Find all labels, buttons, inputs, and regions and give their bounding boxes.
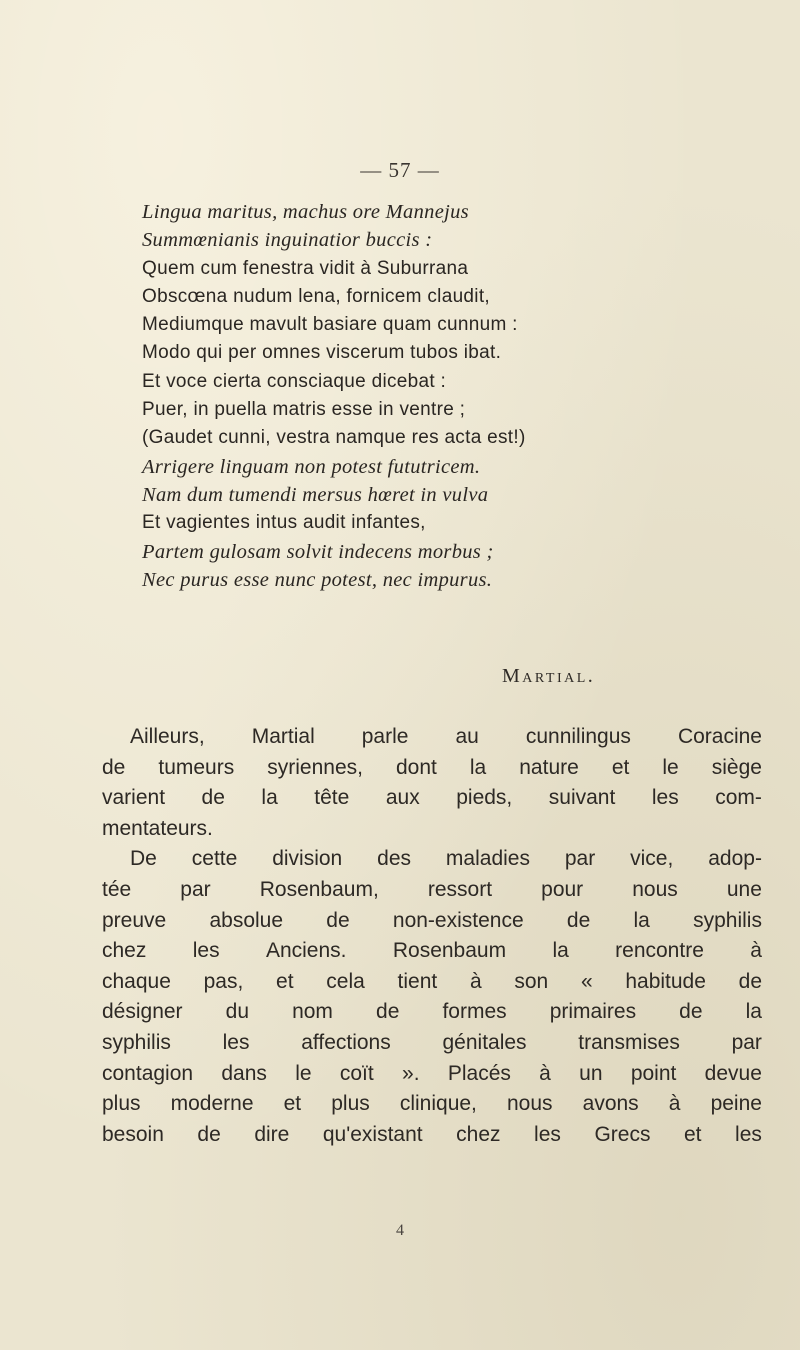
poem-line: Summœnianis inguinatior buccis : bbox=[142, 229, 433, 252]
prose-line: désigner du nom de formes primaires de la bbox=[102, 1000, 762, 1024]
poem-author: Martial. bbox=[502, 665, 596, 687]
prose-line: De cette division des maladies par vice, adop- bbox=[130, 847, 762, 871]
prose-line: varient de la tête aux pieds, suivant les com- bbox=[102, 786, 762, 810]
poem-line: Modo qui per omnes viscerum tubos ibat. bbox=[142, 342, 502, 364]
poem-line: Nam dum tumendi mersus hœret in vulva bbox=[142, 483, 489, 506]
prose-line: chaque pas, et cela tient à son « habitude de bbox=[102, 969, 762, 993]
signature-mark: 4 bbox=[396, 1222, 404, 1239]
poem-line: Quem cum fenestra vidit à Suburrana bbox=[142, 257, 469, 279]
poem-line: Et vagientes intus audit infantes, bbox=[142, 512, 426, 534]
prose-line: de tumeurs syriennes, dont la nature et le siège bbox=[102, 755, 762, 779]
prose-line: contagion dans le coït ». Placés à un point devue bbox=[102, 1061, 762, 1085]
prose-line: syphilis les affections génitales transmises par bbox=[102, 1030, 762, 1054]
poem-line: Obscœna nudum lena, fornicem claudit, bbox=[142, 285, 490, 307]
prose-line: Ailleurs, Martial parle au cunnilingus Coracine bbox=[130, 725, 762, 748]
poem-line: Nec purus esse nunc potest, nec impurus. bbox=[142, 568, 493, 591]
poem-line: Partem gulosam solvit indecens morbus ; bbox=[142, 540, 494, 563]
prose-line: chez les Anciens. Rosenbaum la rencontre à bbox=[102, 939, 762, 963]
prose-line: besoin de dire qu'existant chez les Grecs et les bbox=[102, 1122, 762, 1146]
poem-line: (Gaudet cunni, vestra namque res acta est!) bbox=[142, 427, 526, 449]
page-number: — 57 — bbox=[360, 158, 440, 182]
prose-body bbox=[102, 722, 762, 1150]
poem-line: Et voce cierta consciaque dicebat : bbox=[142, 370, 447, 392]
poem-line: Mediumque mavult basiare quam cunnum : bbox=[142, 314, 518, 336]
poem-line: Puer, in puella matris esse in ventre ; bbox=[142, 399, 466, 421]
prose-line: mentateurs. bbox=[102, 816, 213, 840]
poem-line: Arrigere linguam non potest fututricem. bbox=[142, 455, 481, 478]
latin-poem bbox=[142, 198, 762, 594]
prose-line: plus moderne et plus clinique, nous avons à peine bbox=[102, 1092, 762, 1116]
poem-line: Lingua maritus, machus ore Mannejus bbox=[142, 201, 469, 223]
prose-line: tée par Rosenbaum, ressort pour nous une bbox=[102, 877, 762, 901]
prose-line: preuve absolue de non-existence de la syphilis bbox=[102, 908, 762, 932]
